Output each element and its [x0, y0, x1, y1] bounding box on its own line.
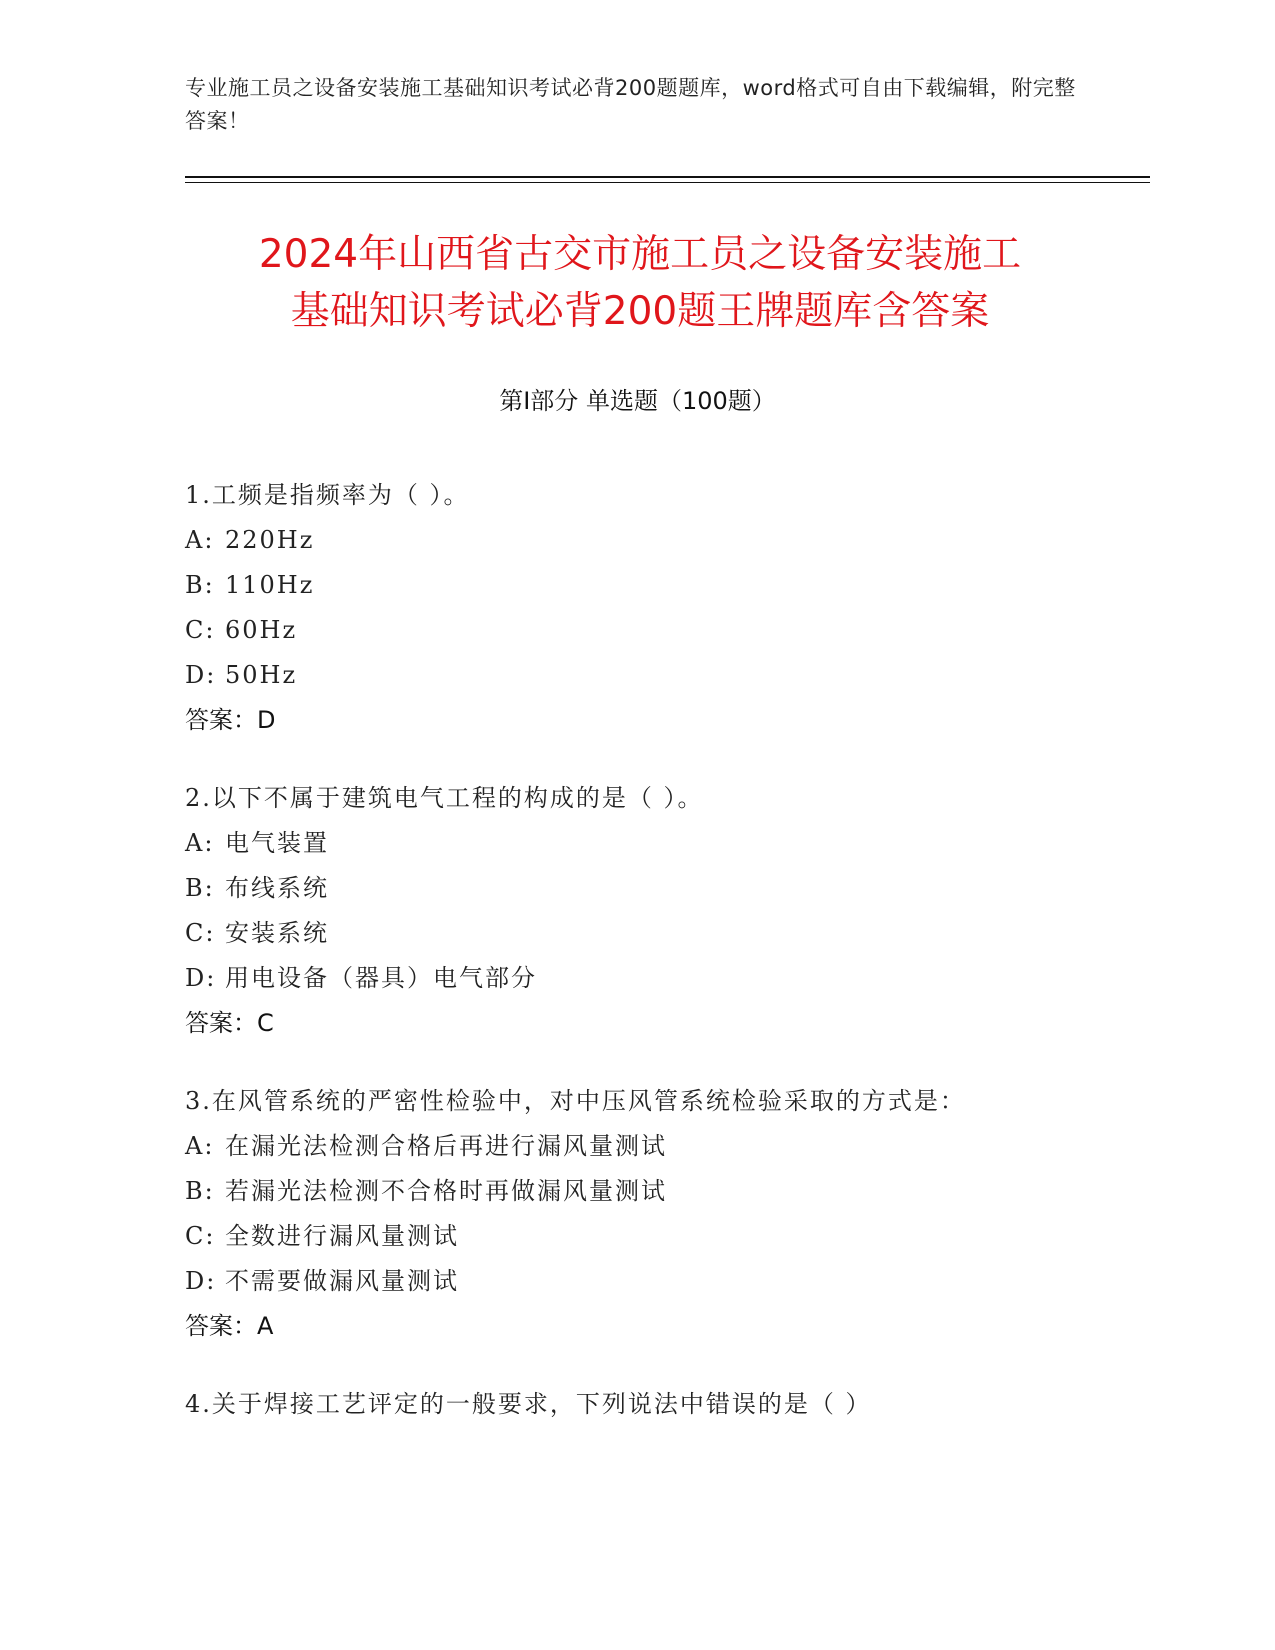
- answer: 答案：A: [185, 1312, 274, 1340]
- question-1: [185, 473, 1085, 743]
- option-key: A:: [185, 829, 215, 857]
- question-stem: 1.工频是指频率为（ ）。: [185, 481, 470, 509]
- option-key: C:: [185, 1222, 216, 1250]
- question-4: [185, 1382, 1085, 1427]
- option-key: A:: [185, 1132, 215, 1160]
- header-divider-thin: [185, 182, 1150, 183]
- option-text: 布线系统: [225, 874, 329, 902]
- option-text: 安装系统: [225, 919, 329, 947]
- option-key: B:: [185, 874, 215, 902]
- option-d: [185, 653, 1085, 698]
- option-text: 110Hz: [225, 571, 315, 599]
- option-text: 不需要做漏风量测试: [225, 1267, 459, 1295]
- option-d: [185, 1259, 1085, 1304]
- answer: 答案：C: [185, 1009, 274, 1037]
- option-key: D:: [185, 1267, 217, 1295]
- header-note: 专业施工员之设备安装施工基础知识考试必背200题题库，word格式可自由下载编辑，附完整答案！: [185, 76, 1076, 133]
- option-text: 50Hz: [225, 661, 298, 689]
- option-text: 电气装置: [225, 829, 329, 857]
- option-text: 60Hz: [225, 616, 298, 644]
- question-list: [185, 473, 1085, 1460]
- answer: 答案：D: [185, 706, 276, 734]
- document-title-line-1: 2024年山西省古交市施工员之设备安装施工: [258, 232, 1022, 277]
- option-a: [185, 821, 1085, 866]
- question-stem: 4.关于焊接工艺评定的一般要求，下列说法中错误的是（ ）: [185, 1390, 872, 1418]
- option-text: 全数进行漏风量测试: [225, 1222, 459, 1250]
- question-2: [185, 776, 1085, 1046]
- option-c: [185, 911, 1085, 956]
- option-key: A:: [185, 526, 215, 554]
- option-text: 在漏光法检测合格后再进行漏风量测试: [225, 1132, 667, 1160]
- section-title: 第I部分 单选题（100题）: [499, 387, 776, 415]
- option-b: [185, 563, 1085, 608]
- option-key: B:: [185, 1177, 215, 1205]
- question-stem: 3.在风管系统的严密性检验中，对中压风管系统检验采取的方式是：: [185, 1087, 966, 1115]
- header-divider-thick: [185, 176, 1150, 178]
- option-a: [185, 518, 1085, 563]
- document-title-line-2: 基础知识考试必背200题王牌题库含答案: [290, 289, 990, 334]
- option-d: [185, 956, 1085, 1001]
- option-b: [185, 866, 1085, 911]
- option-a: [185, 1124, 1085, 1169]
- option-b: [185, 1169, 1085, 1214]
- option-key: C:: [185, 616, 216, 644]
- question-stem: 2.以下不属于建筑电气工程的构成的是（ ）。: [185, 784, 704, 812]
- document-title: [160, 226, 1120, 340]
- option-key: D:: [185, 661, 217, 689]
- option-text: 若漏光法检测不合格时再做漏风量测试: [225, 1177, 667, 1205]
- option-text: 220Hz: [225, 526, 315, 554]
- option-c: [185, 1214, 1085, 1259]
- option-key: C:: [185, 919, 216, 947]
- option-key: D:: [185, 964, 217, 992]
- option-c: [185, 608, 1085, 653]
- option-text: 用电设备（器具）电气部分: [225, 964, 537, 992]
- question-3: [185, 1079, 1085, 1349]
- option-key: B:: [185, 571, 215, 599]
